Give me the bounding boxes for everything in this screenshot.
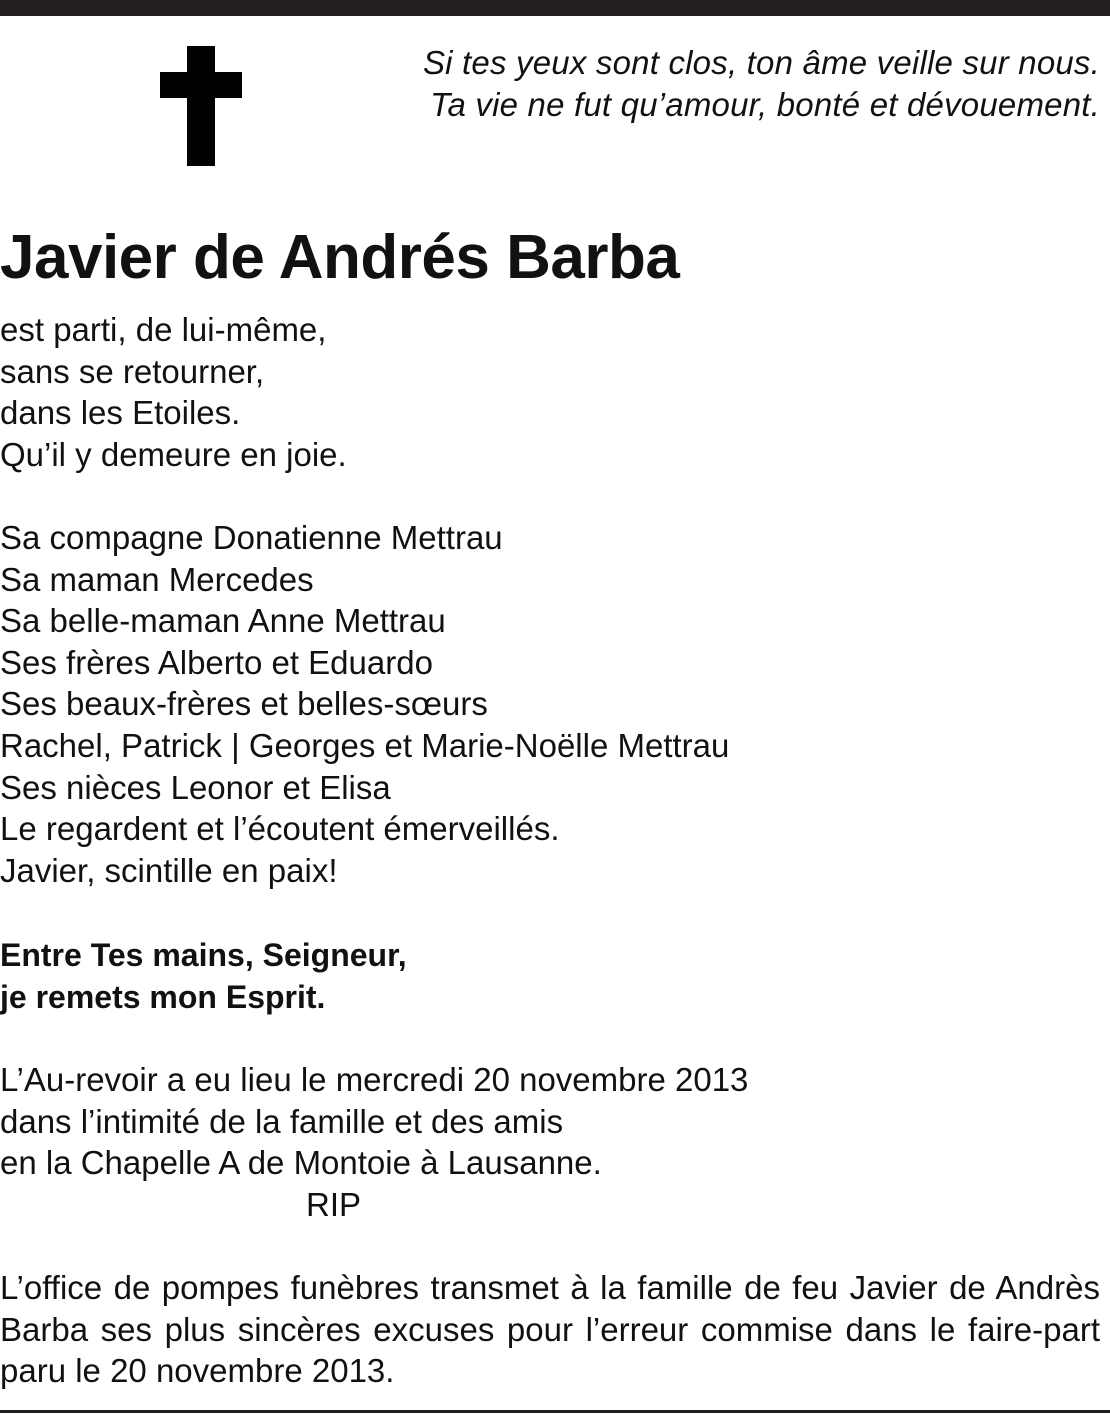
family-line: Ses frères Alberto et Eduardo <box>0 643 433 681</box>
cross-vertical-bar <box>187 46 215 166</box>
deceased-name: Javier de Andrés Barba <box>0 223 680 292</box>
ceremony-line: en la Chapelle A de Montoie à Lausanne. <box>0 1144 602 1182</box>
rip-label: RIP <box>306 1186 362 1223</box>
verse-line: est parti, de lui-même, <box>0 311 327 348</box>
epigraph-line: Ta vie ne fut qu’amour, bonté et dévouement. <box>430 86 1100 123</box>
prayer-line: Entre Tes mains, Seigneur, <box>0 937 407 973</box>
prayer-block <box>0 935 407 1018</box>
cross-icon <box>160 46 242 166</box>
cross-horizontal-bar <box>160 72 242 98</box>
family-line: Javier, scintille en paix! <box>0 851 338 889</box>
verse-line: Qu’il y demeure en joie. <box>0 435 347 473</box>
epigraph-line: Si tes yeux sont clos, ton âme veille sur nous. <box>422 44 1100 81</box>
correction-notice <box>0 1267 1100 1392</box>
family-line: Sa maman Mercedes <box>0 560 314 598</box>
notice-line: paru le 20 novembre 2013. <box>0 1352 395 1390</box>
verse-line: sans se retourner, <box>0 352 265 390</box>
family-line: Ses beaux-frères et belles-sœurs <box>0 685 488 723</box>
family-line: Sa belle-maman Anne Mettrau <box>0 602 446 640</box>
family-list <box>0 517 729 891</box>
ceremony-line: dans l’intimité de la famille et des amis <box>0 1102 564 1140</box>
epigraph <box>340 42 1100 126</box>
family-line: Rachel, Patrick | Georges et Marie-Noëlle Mettrau <box>0 726 730 764</box>
prayer-line: je remets mon Esprit. <box>0 978 326 1015</box>
ceremony-line: L’Au-revoir a eu lieu le mercredi 20 novembre 2013 <box>0 1061 749 1098</box>
verse-block <box>0 309 347 475</box>
top-border-bar <box>0 0 1110 16</box>
notice-line: L’office de pompes funèbres transmet à la famille de feu Javier de Andrès <box>0 1269 1100 1306</box>
family-line: Ses nièces Leonor et Elisa <box>0 768 391 806</box>
family-line: Le regardent et l’écoutent émerveillés. <box>0 810 560 848</box>
notice-line: Barba ses plus sincères excuses pour l’erreur commise dans le faire-part <box>0 1310 1100 1348</box>
family-line: Sa compagne Donatienne Mettrau <box>0 519 503 556</box>
bottom-border-rule <box>0 1410 1110 1413</box>
verse-line: dans les Etoiles. <box>0 394 241 432</box>
ceremony-info <box>0 1059 748 1184</box>
